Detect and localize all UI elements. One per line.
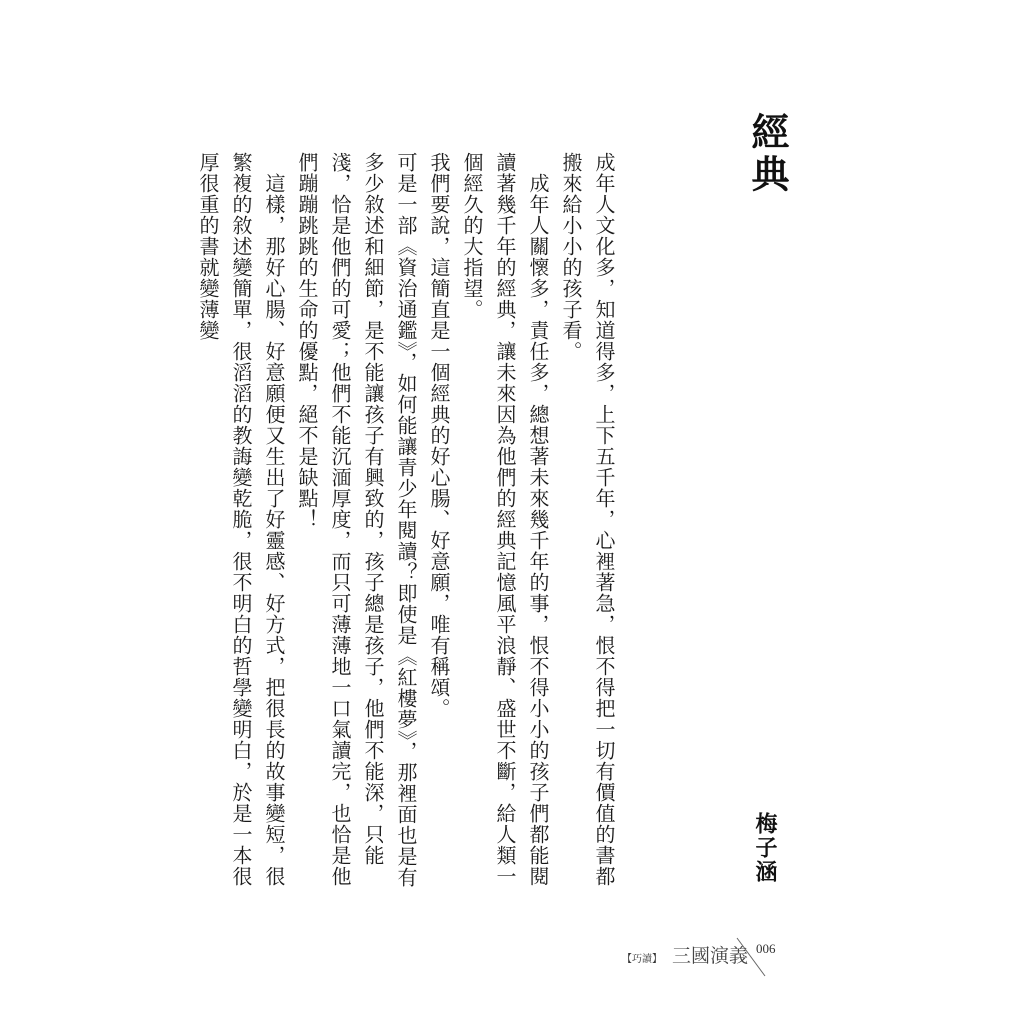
page-footer — [622, 938, 776, 978]
paragraph — [455, 152, 554, 892]
paragraph: 成年人文化多，知道得多，上下五千年，心裡著急，恨不得把一切有價值的書都搬來給小小的孩子看。 — [559, 152, 616, 887]
paragraph-text: 成年人關懷多，責任多，總想著未來幾千年的事，恨不得小小的孩子們都能閱讀著幾千年的經典，讓未來因為他們的經典記憶風平浪靜、盛世不斷，給人類一個經久的大指望。 — [460, 152, 550, 887]
page-number: 006 — [756, 941, 776, 956]
paragraph: 我們要說，這簡直是一個經典的好心腸、好意願，唯有稱頌。 — [427, 152, 451, 719]
paragraph-text: 這樣，那好心腸、好意願便又生出了好靈感、好方式，把很長的故事變短，很繁複的敘述變簡單，很滔滔的教誨變乾脆，很不明白的哲學變明白，於是一本很厚很重的書就變薄變 — [196, 152, 286, 887]
body-text — [196, 152, 620, 892]
chapter-title: 經典 — [745, 112, 789, 196]
paragraph: 可是一部《資治通鑑》，如何能讓青少年閱讀？即使是《紅樓夢》，那裡面也是有多少敘述和細節，是不能讓孩子有興致的，孩子總是孩子，他們不能深，只能淺，恰是他們的可愛；他們不能沉湎厚度，而只可薄薄地一口氣讀完，也恰是他們蹦蹦跳跳的生命的優點，絕不是缺點！ — [295, 152, 418, 888]
book-title: 三國演義 — [672, 945, 749, 967]
paragraph — [191, 152, 290, 892]
series-tag: 【巧讀】 — [622, 954, 662, 965]
author-name: 梅子涵 — [752, 812, 777, 884]
